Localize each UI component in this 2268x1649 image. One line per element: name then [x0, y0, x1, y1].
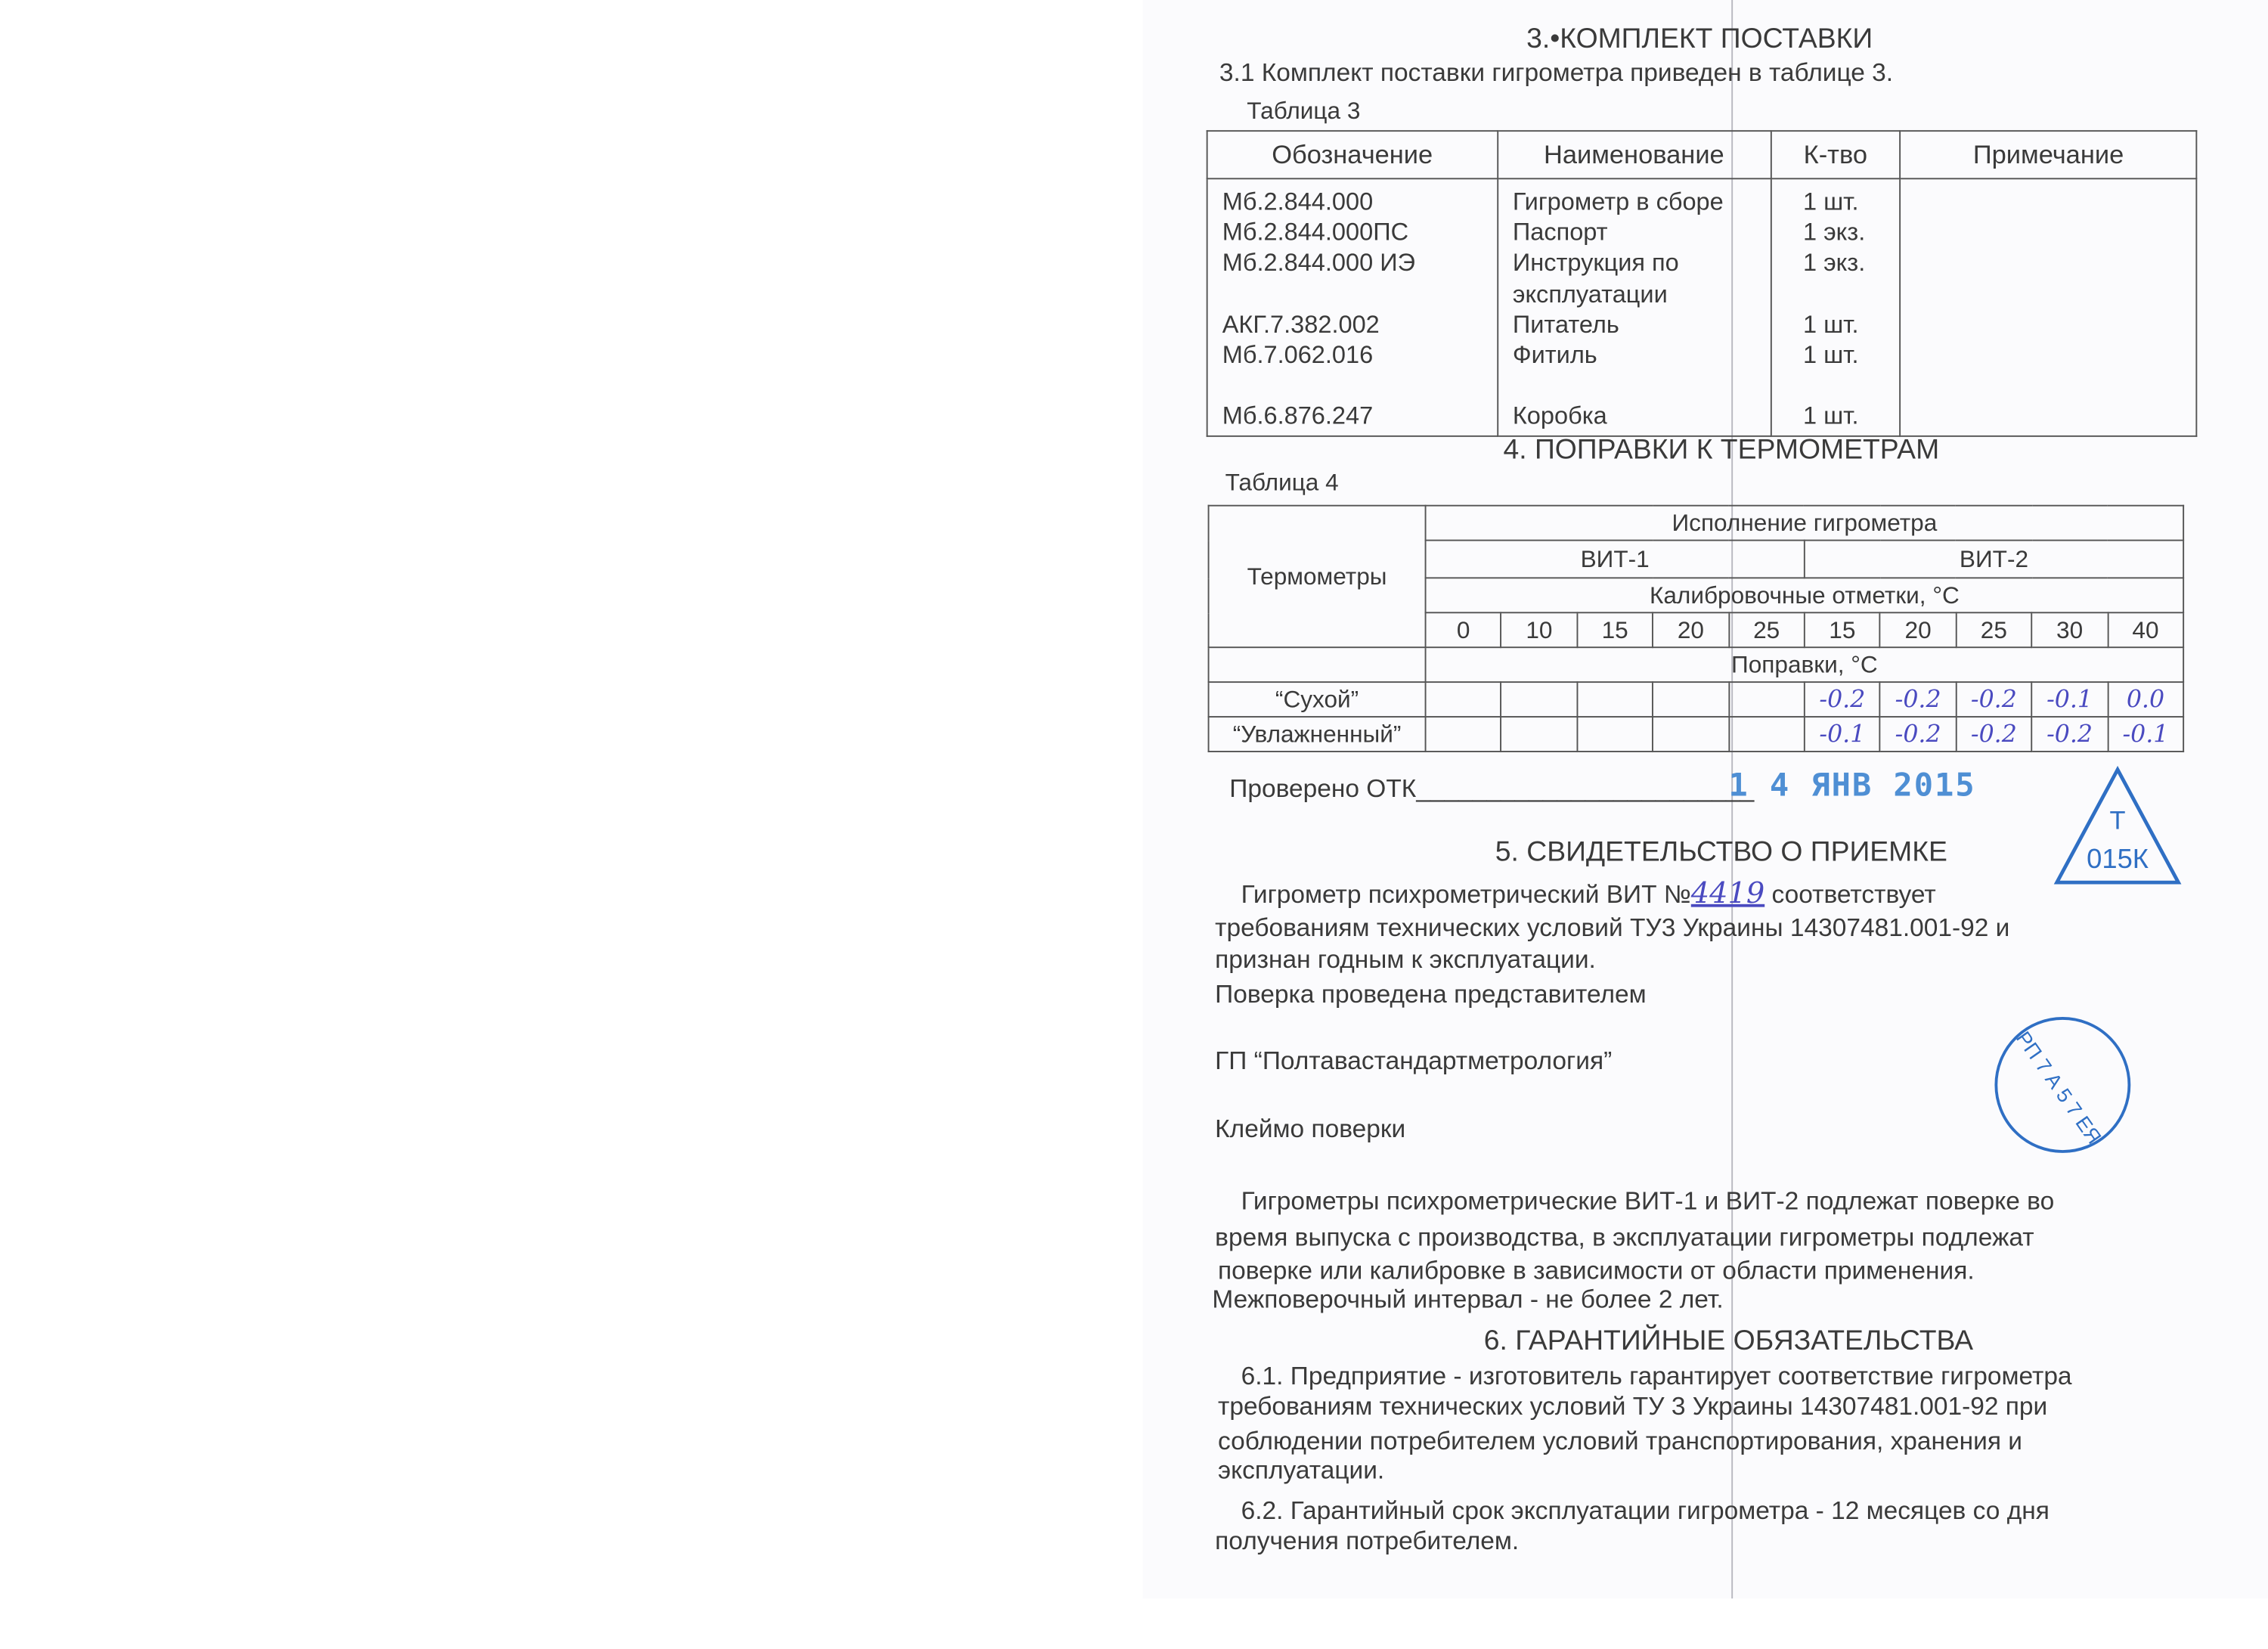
cell-code: Мб.6.876.247	[1222, 402, 1374, 430]
section4-title: 4. ПОПРАВКИ К ТЕРМОМЕТРАМ	[1503, 433, 1940, 466]
dry-correction: 0.0	[2108, 682, 2184, 717]
paragraph-line: время выпуска с производства, в эксплуатации гигрометры подлежат	[1215, 1222, 2034, 1252]
cell-code	[1222, 370, 1497, 401]
cell-qty	[1803, 370, 1900, 401]
wet-correction	[1729, 717, 1805, 752]
section3-title: 3.•КОМПЛЕКТ ПОСТАВКИ	[1526, 23, 1873, 55]
header-note: Примечание	[1901, 131, 2197, 178]
execution-header: Исполнение гигрометра	[1426, 506, 2184, 541]
dry-correction	[1729, 682, 1805, 717]
calibration-mark: 30	[2031, 612, 2107, 647]
cell-code: АКГ.7.382.002	[1222, 310, 1380, 339]
stamp-code: 015К	[2087, 842, 2149, 874]
table-header-row	[1207, 131, 2197, 178]
acceptance-line5: ГП “Полтавастандартметрология”	[1215, 1046, 1613, 1075]
acceptance-line2: требованиям технических условий ТУ3 Украины 14307481.001-92 и	[1215, 913, 2010, 942]
blank-cell	[1209, 647, 1426, 682]
acceptance-line3: признан годным к эксплуатации.	[1215, 944, 1596, 974]
codes-column	[1207, 178, 1498, 436]
wet-correction: -0.2	[1956, 717, 2031, 752]
section3-intro: 3.1 Комплект поставки гигрометра приведен в таблице 3.	[1219, 57, 1894, 87]
cell-qty: 1 шт.	[1802, 188, 1859, 216]
thermometers-header: Термометры	[1209, 506, 1426, 648]
verification-circle-stamp	[1991, 1012, 2135, 1157]
calibration-mark: 15	[1577, 612, 1653, 647]
paragraph-line: 6.2. Гарантийный срок эксплуатации гигрометра - 12 месяцев со дня	[1241, 1496, 2050, 1525]
acceptance-line4: Поверка проведена представителем	[1215, 979, 1647, 1009]
qty-column	[1771, 178, 1901, 436]
serial-number: 4419	[1690, 875, 1765, 910]
dry-correction	[1501, 682, 1577, 717]
dry-correction	[1426, 682, 1501, 717]
cell-code: Мб.7.062.016	[1222, 341, 1374, 369]
calibration-mark: 25	[1956, 612, 2031, 647]
dry-correction: -0.2	[1805, 682, 1880, 717]
dry-label: “Сухой”	[1209, 682, 1426, 717]
dry-row	[1209, 682, 2184, 717]
dry-correction: -0.2	[1880, 682, 1956, 717]
stamp-text: РП 7 А 5 7 ЕЯ	[2012, 1027, 2106, 1148]
calibration-mark: 20	[1880, 612, 1956, 647]
wet-correction	[1426, 717, 1501, 752]
cell-qty: 1 шт.	[1802, 341, 1859, 369]
cell-code: Мб.2.844.000	[1222, 188, 1374, 216]
corrections-header: Поправки, °C	[1426, 647, 2184, 682]
wet-correction: -0.2	[2031, 717, 2107, 752]
cell-code	[1222, 278, 1497, 309]
dry-correction	[1653, 682, 1728, 717]
wet-label: “Увлажненный”	[1209, 717, 1426, 752]
otk-triangle-stamp	[2051, 764, 2184, 888]
header-qty: К-тво	[1771, 131, 1901, 178]
calibration-mark: 25	[1729, 612, 1805, 647]
section6-title: 6. ГАРАНТИЙНЫЕ ОБЯЗАТЕЛЬСТВА	[1483, 1325, 1974, 1357]
paragraph-line: Межповерочный интервал - не более 2 лет.	[1212, 1285, 1724, 1314]
notes-column	[1901, 178, 2197, 436]
paragraph-line: 6.1. Предприятие - изготовитель гарантирует соответствие гигрометра	[1241, 1361, 2072, 1390]
date-stamp: 1 4 ЯНВ 2015	[1728, 767, 1976, 804]
cell-qty: 1 шт.	[1802, 402, 1859, 430]
dry-correction	[1577, 682, 1653, 717]
delivery-table	[1207, 130, 2198, 437]
calibration-mark: 15	[1805, 612, 1880, 647]
vit1-header: ВИТ-1	[1426, 541, 1805, 578]
header-name: Наименование	[1498, 131, 1771, 178]
cell-qty: 1 экз.	[1802, 249, 1866, 277]
cell-name: Паспорт	[1512, 219, 1608, 246]
cell-name: Инструкция по	[1512, 249, 1679, 277]
paragraph-line: поверке или калибровке в зависимости от области применения.	[1217, 1255, 1975, 1285]
paragraph-line: получения потребителем.	[1215, 1526, 1520, 1555]
vit2-header: ВИТ-2	[1805, 541, 2183, 578]
table-body-row	[1207, 178, 2197, 436]
cell-code: Мб.2.844.000ПС	[1222, 219, 1409, 246]
acceptance-text: Гигрометр психрометрический ВИТ №	[1241, 879, 1691, 909]
stamp-letter: Т	[2109, 806, 2126, 835]
acceptance-line1	[1241, 875, 1936, 910]
cell-code: Мб.2.844.000 ИЭ	[1222, 249, 1416, 277]
table4-label: Таблица 4	[1225, 470, 1339, 497]
cell-name: Гигрометр в сборе	[1512, 188, 1724, 216]
verification-mark-label: Клеймо поверки	[1215, 1114, 1406, 1143]
header-code: Обозначение	[1207, 131, 1498, 178]
cell-name: эксплуатации	[1512, 280, 1668, 308]
names-column	[1498, 178, 1771, 436]
cell-qty	[1803, 278, 1900, 309]
section5-title: 5. СВИДЕТЕЛЬСТВО О ПРИЕМКЕ	[1495, 835, 1947, 868]
calibration-mark: 40	[2108, 612, 2184, 647]
otk-label-text: Проверено ОТК	[1229, 773, 1417, 803]
paragraph-line: соблюдении потребителем условий транспортирования, хранения и	[1217, 1426, 2023, 1455]
paragraph-line: требованиям технических условий ТУ 3 Украины 14307481.001-92 при	[1217, 1391, 2048, 1421]
cell-qty: 1 шт.	[1802, 310, 1859, 339]
table3-label: Таблица 3	[1247, 98, 1361, 125]
wet-correction: -0.2	[1880, 717, 1956, 752]
calibration-mark: 20	[1653, 612, 1728, 647]
calibration-mark: 0	[1426, 612, 1501, 647]
wet-correction: -0.1	[2108, 717, 2184, 752]
cell-name	[1513, 370, 1770, 401]
cell-name: Питатель	[1512, 310, 1619, 339]
cell-name: Коробка	[1512, 402, 1607, 430]
corrections-table	[1208, 505, 2185, 752]
paragraph-line: Гигрометры психрометрические ВИТ-1 и ВИТ-2 подлежат поверке во	[1241, 1186, 2055, 1216]
paragraph-line: эксплуатации.	[1217, 1455, 1385, 1485]
calibration-mark: 10	[1501, 612, 1577, 647]
wet-correction	[1653, 717, 1728, 752]
wet-row	[1209, 717, 2184, 752]
dry-correction: -0.1	[2031, 682, 2107, 717]
wet-correction	[1577, 717, 1653, 752]
calibration-header: Калибровочные отметки, °C	[1426, 578, 2184, 612]
otk-label: Проверено ОТК________________________	[1229, 773, 1755, 803]
cell-name: Фитиль	[1512, 341, 1597, 369]
wet-correction: -0.1	[1805, 717, 1880, 752]
dry-correction: -0.2	[1956, 682, 2031, 717]
wet-correction	[1501, 717, 1577, 752]
acceptance-text-end: соответствует	[1771, 879, 1936, 909]
cell-qty: 1 экз.	[1802, 219, 1866, 246]
